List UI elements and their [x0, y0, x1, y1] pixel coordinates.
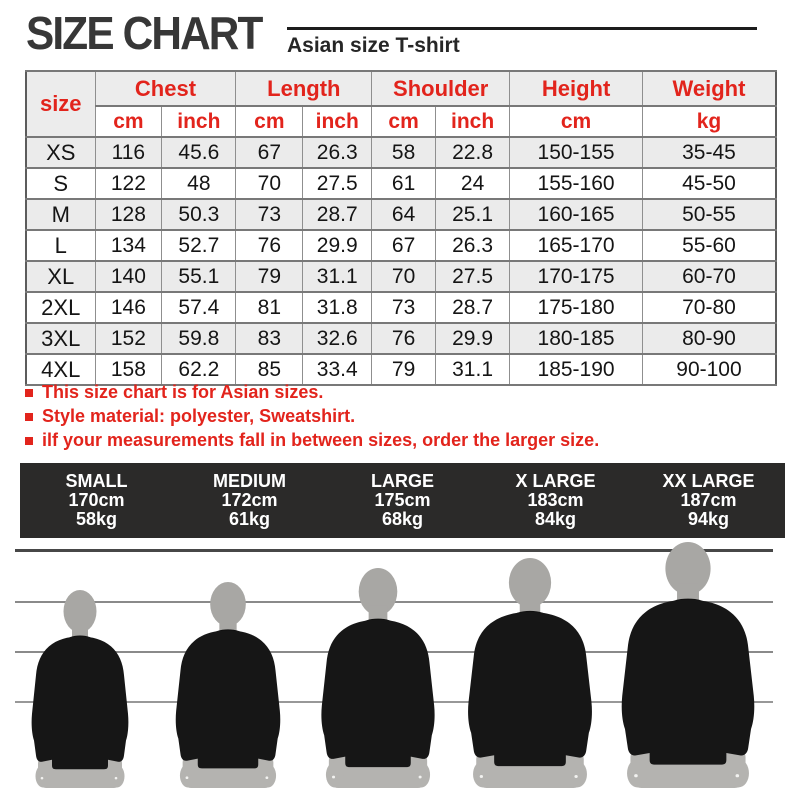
table-cell: 158: [95, 354, 162, 385]
size-table: [25, 70, 777, 386]
unit-header: cm: [95, 106, 162, 137]
lineup-size-label: MEDIUM: [213, 471, 286, 491]
lineup-height-value: 175cm: [374, 490, 431, 510]
table-cell: 48: [162, 168, 236, 199]
bullet-square-icon: [25, 413, 33, 421]
table-cell: 24: [435, 168, 509, 199]
lineup-height-value: 170cm: [68, 490, 125, 510]
notes-list: [25, 384, 599, 456]
col-header-chest: Chest: [95, 71, 236, 106]
height-line-1: [15, 549, 773, 552]
lineup-height-value: 172cm: [221, 490, 278, 510]
table-cell: 155-160: [510, 168, 643, 199]
table-cell: 122: [95, 168, 162, 199]
table-header-units: [26, 106, 776, 137]
note-text: ilf your measurements fall in between sizes, order the larger size.: [42, 430, 600, 450]
table-cell: 55-60: [642, 230, 776, 261]
table-row: [26, 199, 776, 230]
table-cell: 27.5: [435, 261, 509, 292]
note-item: [25, 432, 599, 449]
table-cell: 79: [236, 261, 303, 292]
silhouette-figure-xxlarge: [622, 542, 755, 788]
table-cell: 45-50: [642, 168, 776, 199]
table-cell: 45.6: [162, 137, 236, 168]
table-cell: 29.9: [435, 323, 509, 354]
table-cell: 185-190: [510, 354, 643, 385]
table-row: [26, 354, 776, 385]
table-cell: 35-45: [642, 137, 776, 168]
header-divider: [287, 27, 757, 30]
lineup-col-xlarge: [479, 472, 632, 529]
table-cell: 73: [236, 199, 303, 230]
lineup-height-value: 183cm: [527, 490, 584, 510]
table-cell: 70: [372, 261, 436, 292]
table-cell: 134: [95, 230, 162, 261]
col-header-size: size: [26, 71, 95, 137]
col-header-shoulder: Shoulder: [372, 71, 510, 106]
table-cell: 59.8: [162, 323, 236, 354]
table-cell: 80-90: [642, 323, 776, 354]
cell-size: L: [26, 230, 95, 261]
table-cell: 31.8: [303, 292, 372, 323]
cell-size: 2XL: [26, 292, 95, 323]
page-subtitle: Asian size T-shirt: [287, 34, 460, 57]
lineup-size-label: XX LARGE: [662, 471, 755, 491]
cell-size: 4XL: [26, 354, 95, 385]
table-cell: 146: [95, 292, 162, 323]
table-cell: 67: [372, 230, 436, 261]
table-cell: 62.2: [162, 354, 236, 385]
table-cell: 83: [236, 323, 303, 354]
table-cell: 58: [372, 137, 436, 168]
note-item: [25, 408, 599, 425]
table-cell: 67: [236, 137, 303, 168]
table-cell: 180-185: [510, 323, 643, 354]
unit-header: inch: [435, 106, 509, 137]
table-cell: 22.8: [435, 137, 509, 168]
table-cell: 32.6: [303, 323, 372, 354]
lineup-col-large: [326, 472, 479, 529]
unit-header: kg: [642, 106, 776, 137]
lineup-col-small: [20, 472, 173, 529]
table-row: [26, 230, 776, 261]
unit-header: cm: [236, 106, 303, 137]
table-cell: 64: [372, 199, 436, 230]
col-header-weight: Weight: [642, 71, 776, 106]
lineup-weight-value: 68kg: [381, 509, 424, 529]
table-cell: 26.3: [435, 230, 509, 261]
table-cell: 152: [95, 323, 162, 354]
table-cell: 116: [95, 137, 162, 168]
table-cell: 26.3: [303, 137, 372, 168]
table-row: [26, 261, 776, 292]
table-cell: 50.3: [162, 199, 236, 230]
table-cell: 50-55: [642, 199, 776, 230]
table-row: [26, 137, 776, 168]
table-cell: 140: [95, 261, 162, 292]
table-cell: 128: [95, 199, 162, 230]
table-cell: 150-155: [510, 137, 643, 168]
unit-header: inch: [162, 106, 236, 137]
table-cell: 90-100: [642, 354, 776, 385]
silhouette-figure-medium: [176, 582, 281, 788]
cell-size: XL: [26, 261, 95, 292]
col-header-length: Length: [236, 71, 372, 106]
unit-header: cm: [372, 106, 436, 137]
table-cell: 76: [372, 323, 436, 354]
lineup-height-value: 187cm: [680, 490, 737, 510]
lineup-weight-value: 61kg: [228, 509, 271, 529]
lineup-weight-value: 84kg: [534, 509, 577, 529]
unit-header: cm: [510, 106, 643, 137]
col-header-height: Height: [510, 71, 643, 106]
table-cell: 33.4: [303, 354, 372, 385]
table-cell: 70-80: [642, 292, 776, 323]
table-cell: 52.7: [162, 230, 236, 261]
bullet-square-icon: [25, 389, 33, 397]
cell-size: XS: [26, 137, 95, 168]
lineup-size-label: SMALL: [65, 471, 128, 491]
subtitle-block: [287, 27, 757, 58]
table-cell: 175-180: [510, 292, 643, 323]
table-cell: 165-170: [510, 230, 643, 261]
table-cell: 61: [372, 168, 436, 199]
note-text: Style material: polyester, Sweatshirt.: [42, 406, 356, 426]
lineup-col-xxlarge: [632, 472, 785, 529]
table-cell: 60-70: [642, 261, 776, 292]
table-cell: 160-165: [510, 199, 643, 230]
note-text: This size chart is for Asian sizes.: [42, 382, 324, 402]
table-cell: 79: [372, 354, 436, 385]
table-row: [26, 323, 776, 354]
table-cell: 55.1: [162, 261, 236, 292]
table-cell: 25.1: [435, 199, 509, 230]
table-cell: 31.1: [303, 261, 372, 292]
bullet-square-icon: [25, 437, 33, 445]
lineup-size-label: X LARGE: [515, 471, 596, 491]
lineup-col-medium: [173, 472, 326, 529]
cell-size: S: [26, 168, 95, 199]
lineup-banner: [20, 463, 785, 538]
table-cell: 73: [372, 292, 436, 323]
lineup-size-label: LARGE: [371, 471, 434, 491]
table-cell: 31.1: [435, 354, 509, 385]
lineup-weight-value: 94kg: [687, 509, 730, 529]
table-cell: 28.7: [303, 199, 372, 230]
table-cell: 70: [236, 168, 303, 199]
table-row: [26, 168, 776, 199]
table-cell: 28.7: [435, 292, 509, 323]
table-cell: 76: [236, 230, 303, 261]
lineup-weight-value: 58kg: [75, 509, 118, 529]
table-cell: 27.5: [303, 168, 372, 199]
note-item: [25, 384, 599, 401]
silhouette-figure-small: [32, 590, 129, 788]
table-header-groups: [26, 71, 776, 106]
lineup-illustration: [0, 537, 800, 800]
table-cell: 85: [236, 354, 303, 385]
table-row: [26, 292, 776, 323]
page-title: SIZE CHART: [26, 7, 262, 59]
unit-header: inch: [303, 106, 372, 137]
table-cell: 57.4: [162, 292, 236, 323]
table-cell: 170-175: [510, 261, 643, 292]
table-cell: 29.9: [303, 230, 372, 261]
cell-size: 3XL: [26, 323, 95, 354]
cell-size: M: [26, 199, 95, 230]
silhouette-figure-xlarge: [468, 558, 592, 788]
table-cell: 81: [236, 292, 303, 323]
